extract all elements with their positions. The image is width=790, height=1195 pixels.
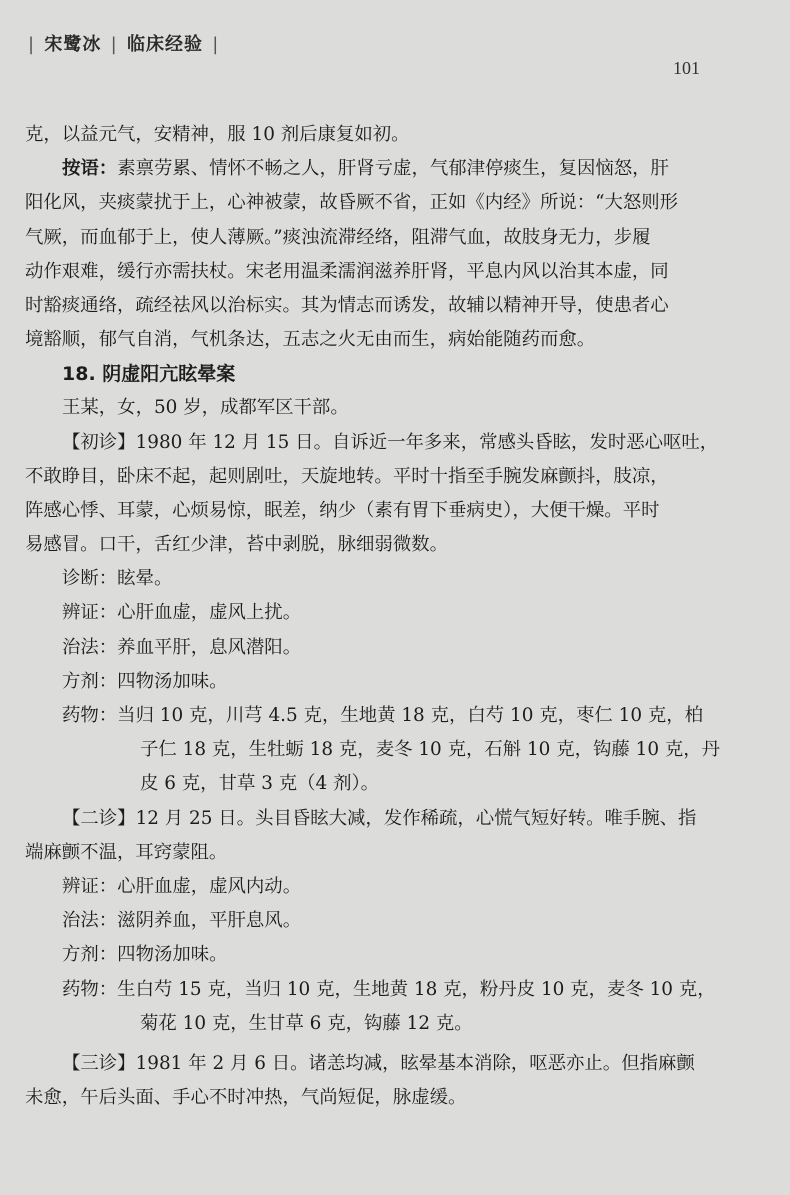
medicine-line: 皮 6 克，甘草 3 克（4 剂）。 [140,773,380,795]
diagnosis-line: 诊断：眩晕。 [62,568,173,590]
text-line: 动作艰难，缓行亦需扶杖。宋老用温柔濡润滋养肝肾，平息内风以治其本虚，同 [25,260,669,282]
page-body [25,118,721,1115]
visit-1-heading: 【初诊】1980 年 12 月 15 日。自诉近一年多来，常感头昏眩，发时恶心呕吐， [62,431,719,453]
medicine-line: 药物：生白芍 15 克，当归 10 克，生地黄 18 克，粉丹皮 10 克，麦冬 10 克， [62,978,716,1000]
medicine-line: 子仁 18 克，生牡蛎 18 克，麦冬 10 克，石斛 10 克，钩藤 10 克，丹 [140,739,721,761]
text-line: 克，以益元气，安精神，服 10 剂后康复如初。 [25,124,410,145]
header-separator: | [212,34,220,55]
running-header [26,30,221,56]
commentary-text: 素禀劳累、情怀不畅之人，肝肾亏虚，气郁津停痰生，复因恼怒，肝 [117,158,669,180]
text-line: 气厥，而血郁于上，使人薄厥。”痰浊流滞经络，阻滞气血，故肢身无力，步履 [25,226,651,248]
header-separator: | [28,34,36,55]
prescription-line: 方剂：四物汤加味。 [62,944,228,966]
text-line: 时豁痰通络，疏经祛风以治标实。其为情志而诱发，故辅以精神开导，使患者心 [25,294,669,316]
medicine-line: 药物：当归 10 克，川芎 4.5 克，生地黄 18 克，白芍 10 克，枣仁 10 克，柏 [62,705,704,726]
visit-2-heading: 【二诊】12 月 25 日。头目昏眩大减，发作稀疏，心慌气短好转。唯手腕、指 [62,807,697,829]
medicine-line: 菊花 10 克，生甘草 6 克，钩藤 12 克。 [140,1012,473,1034]
treatment-line: 治法：养血平肝，息风潜阳。 [62,636,302,658]
header-author: 宋鹭冰 [44,34,102,55]
patient-info: 王某，女，50 岁，成都军区干部。 [62,397,349,419]
prescription-line: 方剂：四物汤加味。 [62,670,228,692]
header-book-title: 临床经验 [127,34,203,55]
text-line: 不敢睁目，卧床不起，起则剧吐，天旋地转。平时十指至手腕发麻颤抖，肢凉， [25,465,669,487]
text-line: 阵感心悸、耳蒙，心烦易惊，眠差，纳少（素有胃下垂病史），大便干燥。平时 [25,499,660,521]
commentary-label: 按语： [62,158,118,180]
text-line: 端麻颤不温，耳窍蒙阻。 [25,841,228,863]
section-title: 18. 阴虚阳亢眩晕案 [62,363,236,386]
treatment-line: 治法：滋阴养血，平肝息风。 [62,910,302,932]
visit-3-heading: 【三诊】1981 年 2 月 6 日。诸恙均减，眩晕基本消除，呕恶亦止。但指麻颤 [62,1052,695,1074]
page-number: 101 [673,58,700,78]
text-line: 阳化风，夹痰蒙扰于上，心神被蒙，故昏厥不省，正如《内经》所说：“大怒则形 [25,192,679,214]
syndrome-line: 辨证：心肝血虚，虚风内动。 [62,875,302,897]
text-line: 未愈，午后头面、手心不时冲热，气尚短促，脉虚缓。 [25,1087,467,1109]
commentary-first-line [25,152,710,186]
syndrome-line: 辨证：心肝血虚，虚风上扰。 [62,602,302,624]
text-line: 易感冒。口干，舌红少津，苔中剥脱，脉细弱微数。 [25,534,448,556]
text-line: 境豁顺，郁气自消，气机条达，五志之火无由而生，病始能随药而愈。 [25,329,596,351]
header-separator: | [110,34,118,55]
